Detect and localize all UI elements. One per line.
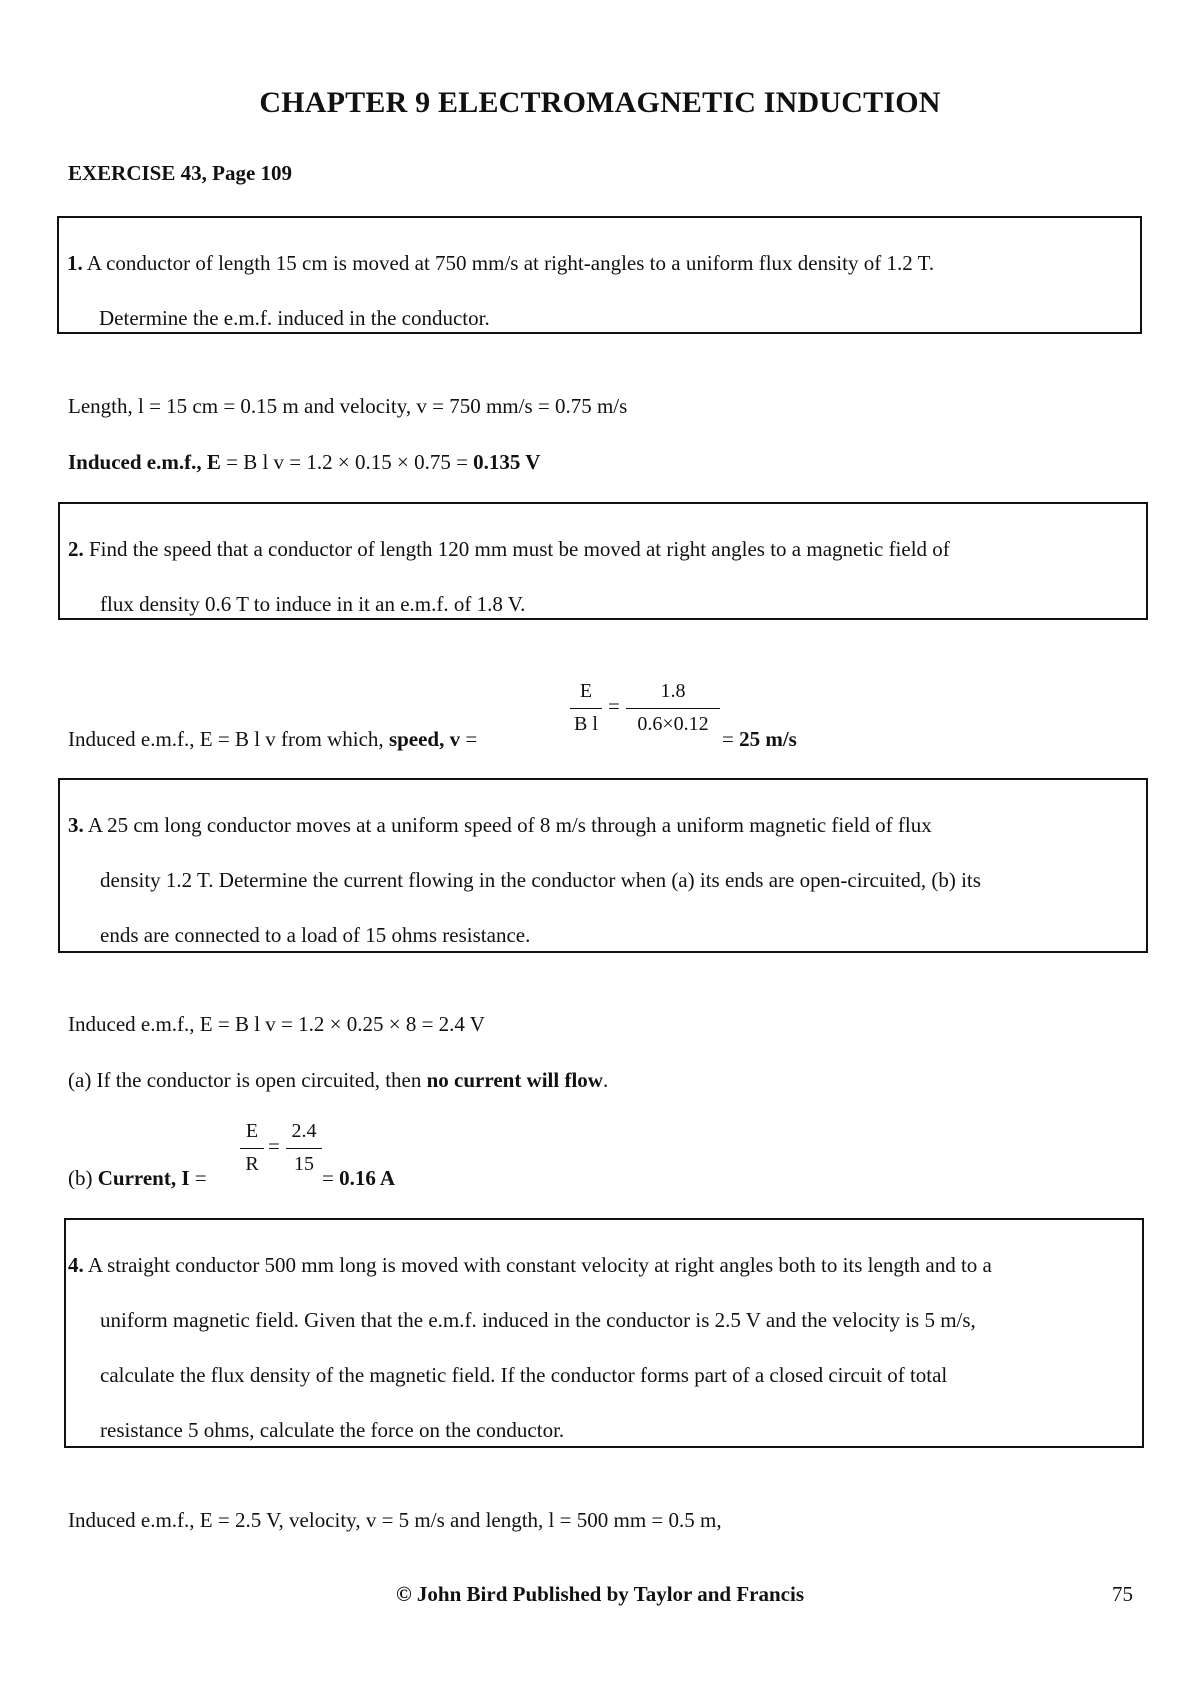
answer-1-line-2 bbox=[68, 450, 540, 475]
answer-3b-result: 0.16 A bbox=[339, 1166, 396, 1190]
answer-3b-prefix: (b) bbox=[68, 1166, 98, 1190]
chapter-title: CHAPTER 9 ELECTROMAGNETIC INDUCTION bbox=[259, 86, 941, 119]
question-4-number: 4. bbox=[68, 1253, 84, 1277]
fraction-2a-denominator: B l bbox=[574, 713, 598, 735]
answer-2-result-line bbox=[722, 727, 797, 752]
fraction-3b-numerator: 2.4 bbox=[291, 1120, 317, 1142]
footer-copyright: © John Bird Published by Taylor and Francis bbox=[395, 1582, 804, 1606]
question-2-number: 2. bbox=[68, 537, 84, 561]
answer-3-line-2 bbox=[68, 1068, 608, 1093]
answer-1-label: Induced e.m.f., E bbox=[68, 450, 221, 474]
question-3-line-3: ends are connected to a load of 15 ohms resistance. bbox=[100, 923, 531, 947]
question-4-text-1: A straight conductor 500 mm long is moved with constant velocity at right angles both to its length and to a bbox=[87, 1253, 992, 1277]
answer-3b-equals: = bbox=[189, 1166, 207, 1190]
question-1-line-2: Determine the e.m.f. induced in the conductor. bbox=[99, 306, 490, 330]
fraction-3b-denominator: 15 bbox=[294, 1153, 314, 1175]
question-3-text-1: A 25 cm long conductor moves at a uniform speed of 8 m/s through a uniform magnetic field of flux bbox=[87, 813, 932, 837]
answer-4-line-1: Induced e.m.f., E = 2.5 V, velocity, v = 5 m/s and length, l = 500 mm = 0.5 m, bbox=[68, 1508, 722, 1532]
fraction-2b-bar bbox=[626, 708, 720, 709]
answer-2-prefix: Induced e.m.f., E = B l v from which, bbox=[68, 727, 389, 751]
fraction-3a-denominator: R bbox=[245, 1153, 259, 1175]
answer-1-line-1: Length, l = 15 cm = 0.15 m and velocity, v = 750 mm/s = 0.75 m/s bbox=[68, 394, 628, 418]
question-4-line-1 bbox=[68, 1253, 992, 1278]
fraction-3b-bar bbox=[286, 1148, 322, 1149]
fraction-3a-bar bbox=[240, 1148, 264, 1149]
answer-3-line-3 bbox=[68, 1166, 207, 1191]
question-1-box bbox=[57, 216, 1142, 334]
question-1-number: 1. bbox=[67, 251, 83, 275]
answer-2-equals: = bbox=[460, 727, 478, 751]
question-3-line-2: density 1.2 T. Determine the current flowing in the conductor when (a) its ends are open-circuited, (b) its bbox=[100, 868, 981, 892]
answer-2-result: 25 m/s bbox=[739, 727, 797, 751]
question-3-number: 3. bbox=[68, 813, 84, 837]
answer-3a-prefix: (a) If the conductor is open circuited, then bbox=[68, 1068, 427, 1092]
question-4-line-4: resistance 5 ohms, calculate the force on the conductor. bbox=[100, 1418, 565, 1442]
exercise-heading: EXERCISE 43, Page 109 bbox=[68, 161, 293, 185]
answer-1-result: 0.135 V bbox=[473, 450, 541, 474]
answer-3a-result: no current will flow bbox=[426, 1068, 603, 1092]
answer-3b-equals-3: = bbox=[322, 1166, 340, 1190]
answer-2-speed-label: speed, v bbox=[388, 727, 461, 751]
question-3-line-1 bbox=[68, 813, 932, 838]
fraction-3a-numerator: E bbox=[245, 1120, 259, 1142]
page-number: 75 bbox=[1112, 1582, 1133, 1606]
answer-3b-result-line bbox=[322, 1166, 395, 1191]
fraction-2a-bar bbox=[570, 708, 602, 709]
answer-3b-equals-2: = bbox=[268, 1134, 280, 1158]
question-1-text-1: A conductor of length 15 cm is moved at 750 mm/s at right-angles to a uniform flux density of 1.2 T. bbox=[86, 251, 935, 275]
answer-2-line bbox=[68, 727, 477, 752]
answer-3b-label: Current, I bbox=[97, 1166, 190, 1190]
question-4-line-3: calculate the flux density of the magnetic field. If the conductor forms part of a closed circuit of total bbox=[100, 1363, 948, 1387]
fraction-2b-numerator: 1.8 bbox=[660, 680, 686, 702]
question-2-line-1 bbox=[68, 537, 950, 562]
question-1-line-1 bbox=[67, 251, 934, 276]
question-2-box bbox=[58, 502, 1148, 620]
question-2-line-2: flux density 0.6 T to induce in it an e.m.f. of 1.8 V. bbox=[100, 592, 526, 616]
answer-3a-suffix: . bbox=[602, 1068, 609, 1092]
answer-3-line-1: Induced e.m.f., E = B l v = 1.2 × 0.25 × 8 = 2.4 V bbox=[68, 1012, 485, 1036]
fraction-2b-denominator: 0.6×0.12 bbox=[637, 713, 709, 735]
question-4-line-2: uniform magnetic field. Given that the e.m.f. induced in the conductor is 2.5 V and the velocity is 5 m/s, bbox=[100, 1308, 976, 1332]
answer-2-equals-2: = bbox=[608, 694, 620, 718]
answer-1-expression: = B l v = 1.2 × 0.15 × 0.75 = bbox=[220, 450, 474, 474]
question-2-text-1: Find the speed that a conductor of length 120 mm must be moved at right angles to a magnetic field of bbox=[89, 537, 950, 561]
question-3-box bbox=[58, 778, 1148, 953]
fraction-2a-numerator: E bbox=[579, 680, 593, 702]
answer-2-equals-3: = bbox=[722, 727, 740, 751]
question-4-box bbox=[64, 1218, 1144, 1448]
